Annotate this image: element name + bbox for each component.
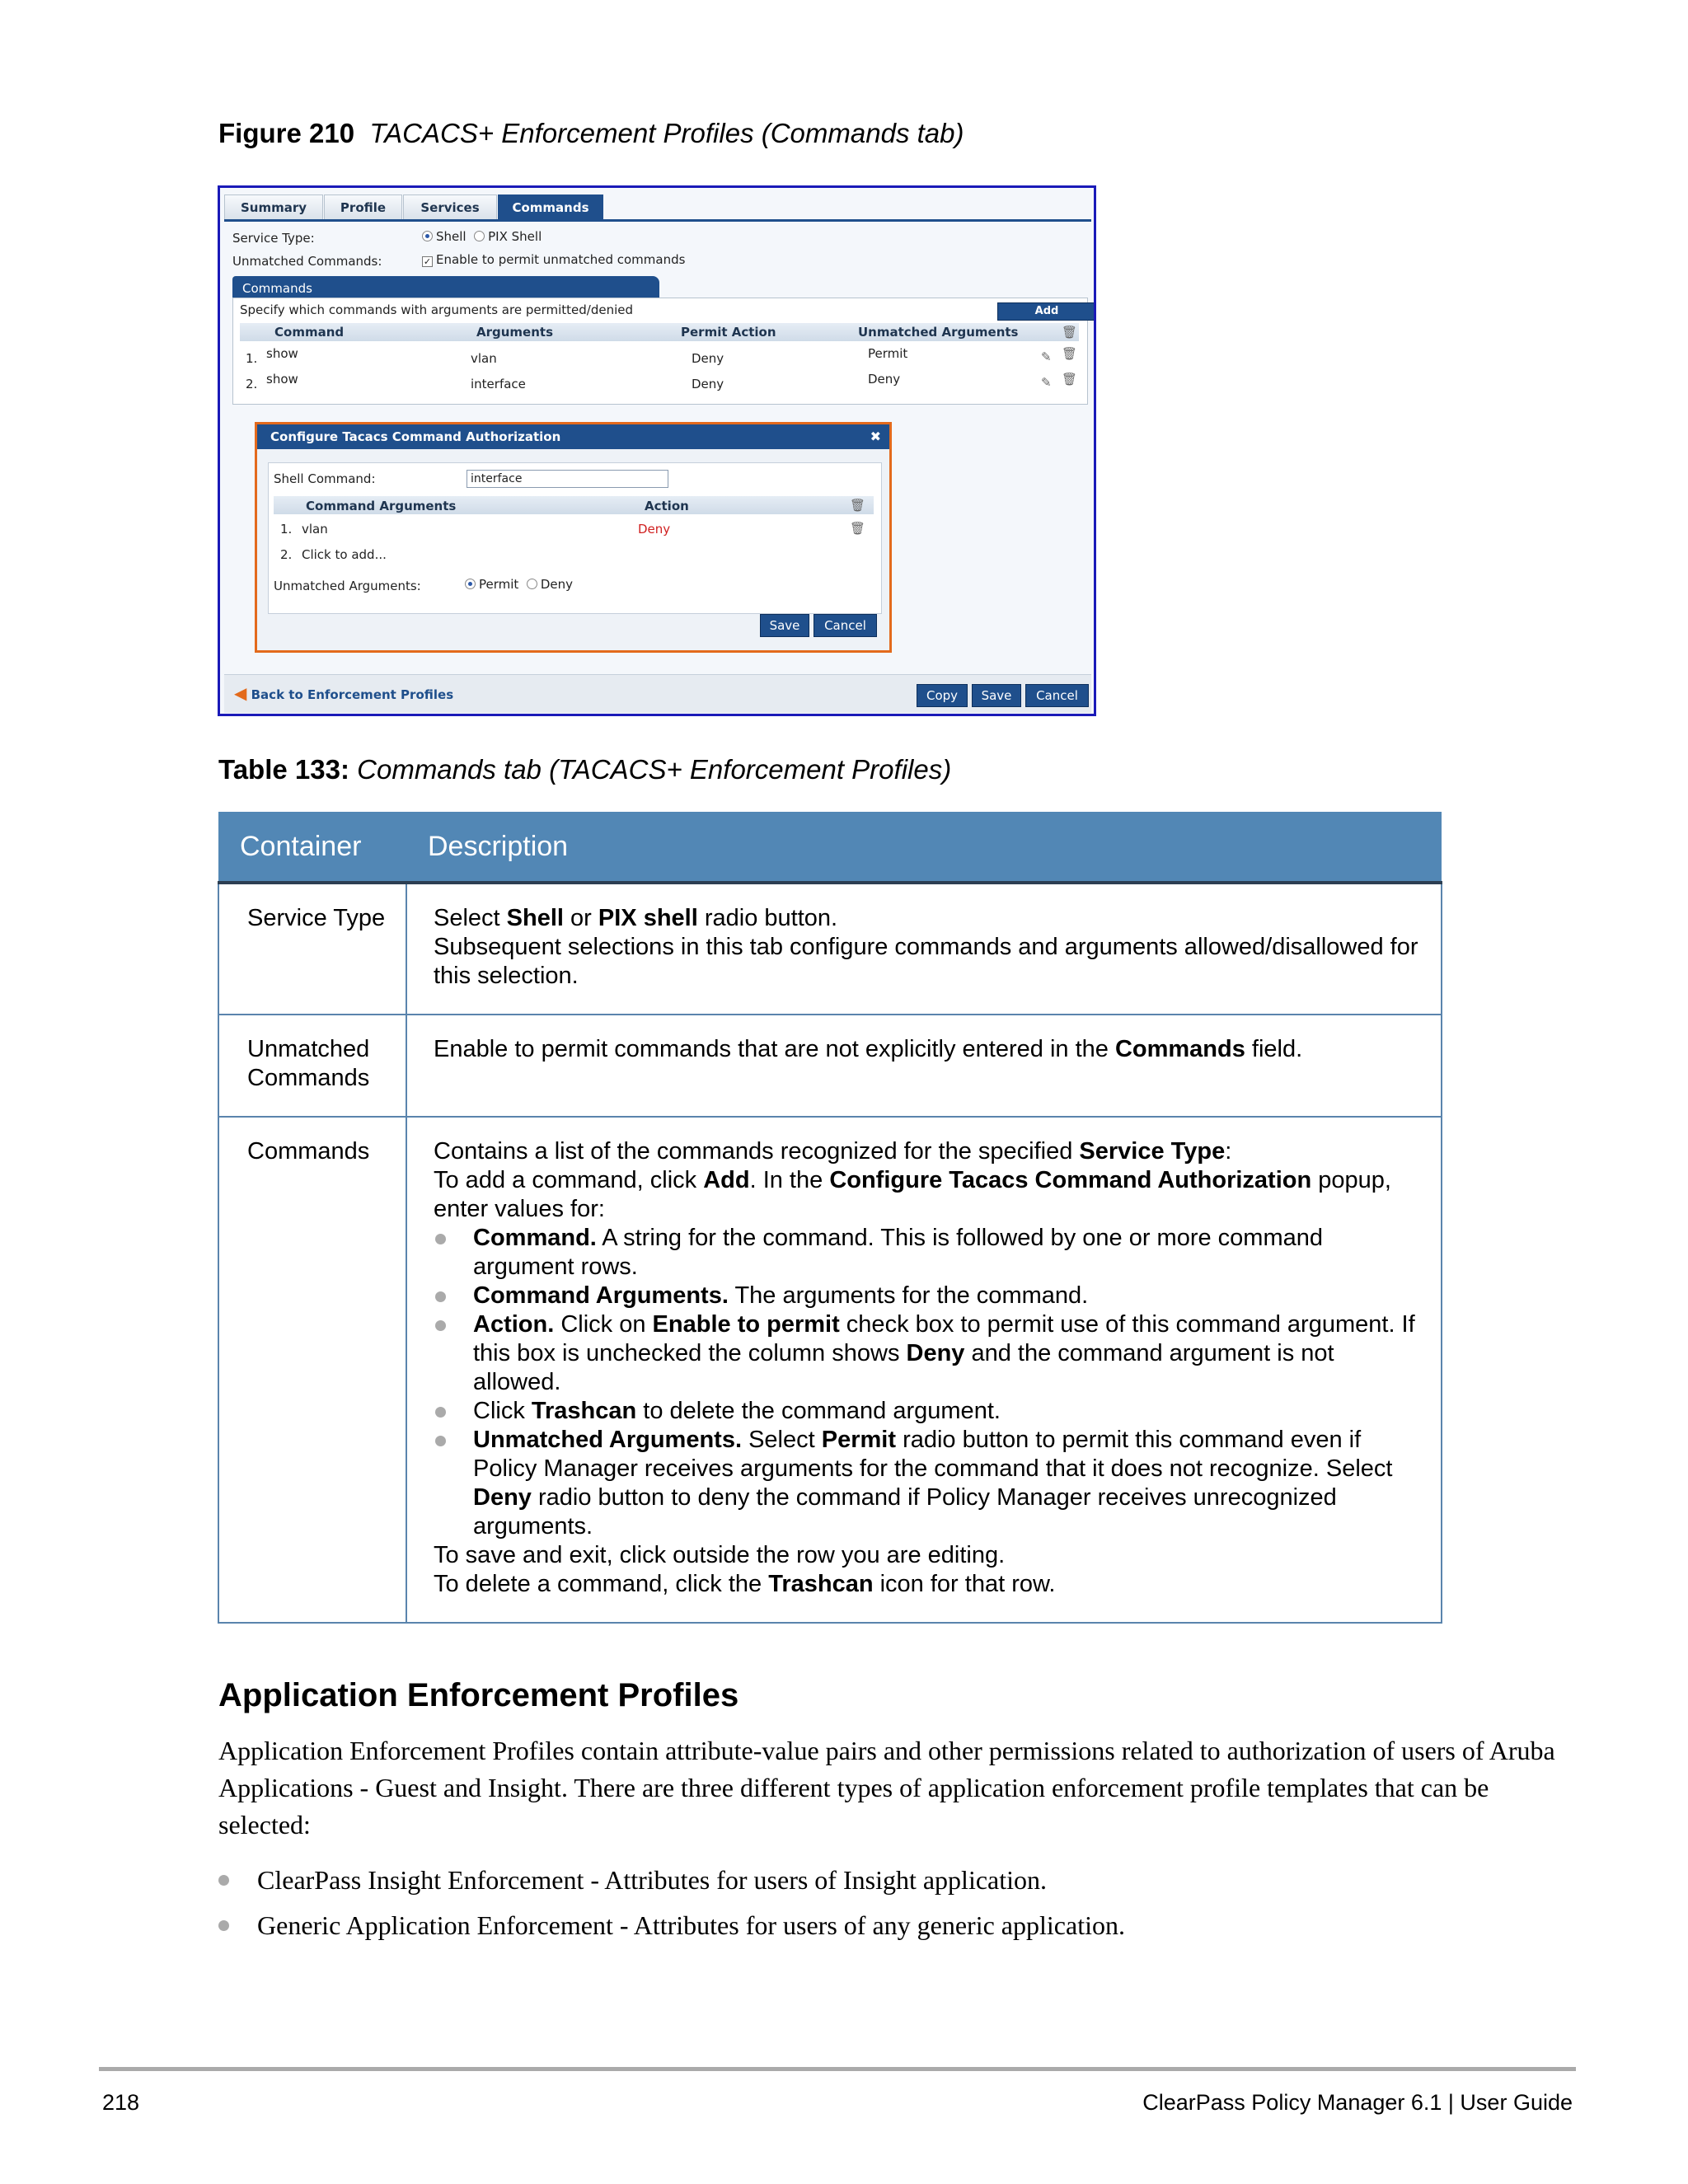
header-container: Container <box>218 812 406 883</box>
arg-row-value[interactable]: vlan <box>302 522 328 537</box>
commands-section-header: Commands <box>232 276 659 298</box>
edit-icon[interactable]: ✎ <box>1041 349 1052 364</box>
section-heading: Application Enforcement Profiles <box>218 1677 739 1713</box>
bullet-icon <box>218 1875 229 1886</box>
trash-icon[interactable]: 🗑 <box>850 521 866 536</box>
commands-hint: Specify which commands with arguments are permitted/denied <box>240 302 633 317</box>
list-item: Command Arguments. The arguments for the command. <box>434 1282 1424 1310</box>
list-item: Command. A string for the command. This is followed by one or more command argument rows. <box>434 1224 1424 1282</box>
dialog-body <box>268 462 882 614</box>
dialog-cancel-button[interactable]: Cancel <box>814 614 877 637</box>
col-arguments: Arguments <box>476 325 554 340</box>
trash-icon: 🗑 <box>850 498 866 513</box>
row-arguments[interactable]: interface <box>471 377 526 391</box>
back-arrow-icon: ◀ <box>234 683 247 703</box>
arg-row-number: 2. <box>280 547 293 562</box>
table-title: Commands tab (TACACS+ Enforcement Profiles) <box>357 754 952 785</box>
commands-bullet-list <box>434 1224 1424 1541</box>
deny-radio[interactable] <box>527 579 537 589</box>
back-link-label: Back to Enforcement Profiles <box>251 687 454 702</box>
dialog-save-button[interactable]: Save <box>760 614 809 637</box>
guide-title: ClearPass Policy Manager 6.1 | User Guide <box>1142 2090 1573 2115</box>
unmatched-commands-field <box>422 252 685 267</box>
col-command: Command <box>274 325 345 340</box>
description-cell: Select Shell or PIX shell radio button. Subsequent selections in this tab configure commands and arguments allowed/disallowed for this selection. <box>406 883 1442 1015</box>
bullet-icon <box>218 1920 229 1931</box>
shell-command-label: Shell Command: <box>274 471 376 486</box>
shell-command-input[interactable]: interface <box>467 470 668 488</box>
save-button[interactable]: Save <box>972 684 1021 707</box>
deny-radio-label: Deny <box>540 577 574 592</box>
list-item: Unmatched Arguments. Select Permit radio button to permit this command even if Policy Manager receives arguments for the command that it does not recognize. Select Deny radio button to deny the command if Policy Manager receives unrecognized arguments. <box>434 1426 1424 1541</box>
unmatched-arguments-label: Unmatched Arguments: <box>274 579 421 593</box>
figure-title: TACACS+ Enforcement Profiles (Commands tab) <box>369 118 964 148</box>
tacacs-commands-screenshot <box>218 185 1096 716</box>
tab-services[interactable]: Services <box>403 194 497 220</box>
col-command-arguments: Command Arguments <box>306 499 457 513</box>
edit-icon[interactable]: ✎ <box>1041 375 1052 390</box>
figure-caption <box>218 118 964 149</box>
col-permit-action: Permit Action <box>681 325 776 340</box>
container-cell: Commands <box>218 1117 406 1623</box>
arg-row-action[interactable]: Deny <box>638 522 671 537</box>
add-button[interactable]: Add <box>997 302 1096 321</box>
table-row <box>218 883 1442 1015</box>
shell-radio[interactable] <box>422 231 433 241</box>
permit-radio[interactable] <box>465 579 476 589</box>
table-row <box>218 1117 1442 1623</box>
row-arguments[interactable]: vlan <box>471 351 497 366</box>
header-description: Description <box>406 812 1442 883</box>
list-item: ClearPass Insight Enforcement - Attributes for users of Insight application. <box>218 1865 1047 1896</box>
list-item: Click Trashcan to delete the command argument. <box>434 1397 1424 1426</box>
row-permit-action[interactable]: Deny <box>692 377 724 391</box>
row-command[interactable]: show <box>266 346 298 361</box>
unmatched-commands-checkbox-label: Enable to permit unmatched commands <box>436 252 686 267</box>
permit-radio-label: Permit <box>479 577 519 592</box>
table-row <box>218 1015 1442 1117</box>
back-link[interactable] <box>234 683 453 703</box>
list-item: Generic Application Enforcement - Attributes for users of any generic application. <box>218 1910 1125 1941</box>
configure-command-dialog <box>255 422 892 653</box>
shell-radio-label: Shell <box>436 229 467 244</box>
trash-icon: 🗑 <box>1062 325 1078 340</box>
tab-commands[interactable]: Commands <box>498 194 603 220</box>
unmatched-arguments-radios <box>465 577 573 592</box>
tab-profile[interactable]: Profile <box>324 194 402 220</box>
row-permit-action[interactable]: Deny <box>692 351 724 366</box>
pix-shell-radio-label: PIX Shell <box>488 229 542 244</box>
table-caption <box>218 754 951 785</box>
container-cell: Service Type <box>218 883 406 1015</box>
commands-tab-table <box>218 812 1442 1624</box>
description-cell: Contains a list of the commands recognized for the specified Service Type: To add a command, click Add. In the Configure Tacacs Command Authorization popup, enter values for: Command. A string for the command. This is followed by one or more command argument rows. Command Arguments. The arguments for the command. Action. Click on Enable to permit check box to permit use of this command argument. If this box is unchecked the column shows Deny and the command argument is not allowed. Click Trashcan to delete the command argument. Unmatched Arguments. Select Permit radio button to permit this command even if Policy Manager receives arguments for the command that it does not recognize. Select Deny radio button to deny the command if Policy Manager receives unrecognized arguments. To save and exit, click outside the row you are editing. To delete a command, click the Trashcan icon for that row. <box>406 1117 1442 1623</box>
trash-icon[interactable]: 🗑 <box>1062 346 1078 361</box>
close-icon[interactable]: ✖ <box>870 429 881 444</box>
pix-shell-radio[interactable] <box>474 231 485 241</box>
row-number: 2. <box>246 377 258 391</box>
cancel-button[interactable]: Cancel <box>1025 684 1089 707</box>
col-unmatched-arguments: Unmatched Arguments <box>858 325 1019 340</box>
table-number: Table 133: <box>218 754 349 785</box>
service-type-label: Service Type: <box>232 231 315 246</box>
arg-row-number: 1. <box>280 522 293 537</box>
section-paragraph: Application Enforcement Profiles contain attribute-value pairs and other permissions related to authorization of users of Aruba Applications - Guest and Insight. There are three different types of application enforcement profile templates that can be selected: <box>218 1736 1555 1840</box>
commands-section <box>232 298 1088 405</box>
row-command[interactable]: show <box>266 372 298 387</box>
copy-button[interactable]: Copy <box>917 684 968 707</box>
service-type-radios <box>422 229 542 244</box>
tab-summary[interactable]: Summary <box>224 194 323 220</box>
row-number: 1. <box>246 351 258 366</box>
container-cell: Unmatched Commands <box>218 1015 406 1117</box>
click-to-add-row[interactable]: Click to add... <box>302 547 387 562</box>
list-item: Action. Click on Enable to permit check box to permit use of this command argument. If this box is unchecked the column shows Deny and the command argument is not allowed. <box>434 1310 1424 1397</box>
tab-underline <box>224 219 1091 222</box>
dialog-title: Configure Tacacs Command Authorization <box>257 424 889 449</box>
table-header-row <box>218 812 1442 883</box>
description-cell: Enable to permit commands that are not explicitly entered in the Commands field. <box>406 1015 1442 1117</box>
footer-bar <box>224 674 1091 713</box>
figure-number: Figure 210 <box>218 118 355 148</box>
unmatched-commands-checkbox[interactable]: ✓ <box>423 256 432 267</box>
row-unmatched[interactable]: Deny <box>868 372 901 387</box>
row-unmatched[interactable]: Permit <box>868 346 908 361</box>
col-action: Action <box>645 499 689 513</box>
page-number: 218 <box>102 2090 140 2115</box>
footer-rule <box>99 2067 1576 2071</box>
unmatched-commands-label: Unmatched Commands: <box>232 254 382 269</box>
trash-icon[interactable]: 🗑 <box>1062 372 1078 387</box>
